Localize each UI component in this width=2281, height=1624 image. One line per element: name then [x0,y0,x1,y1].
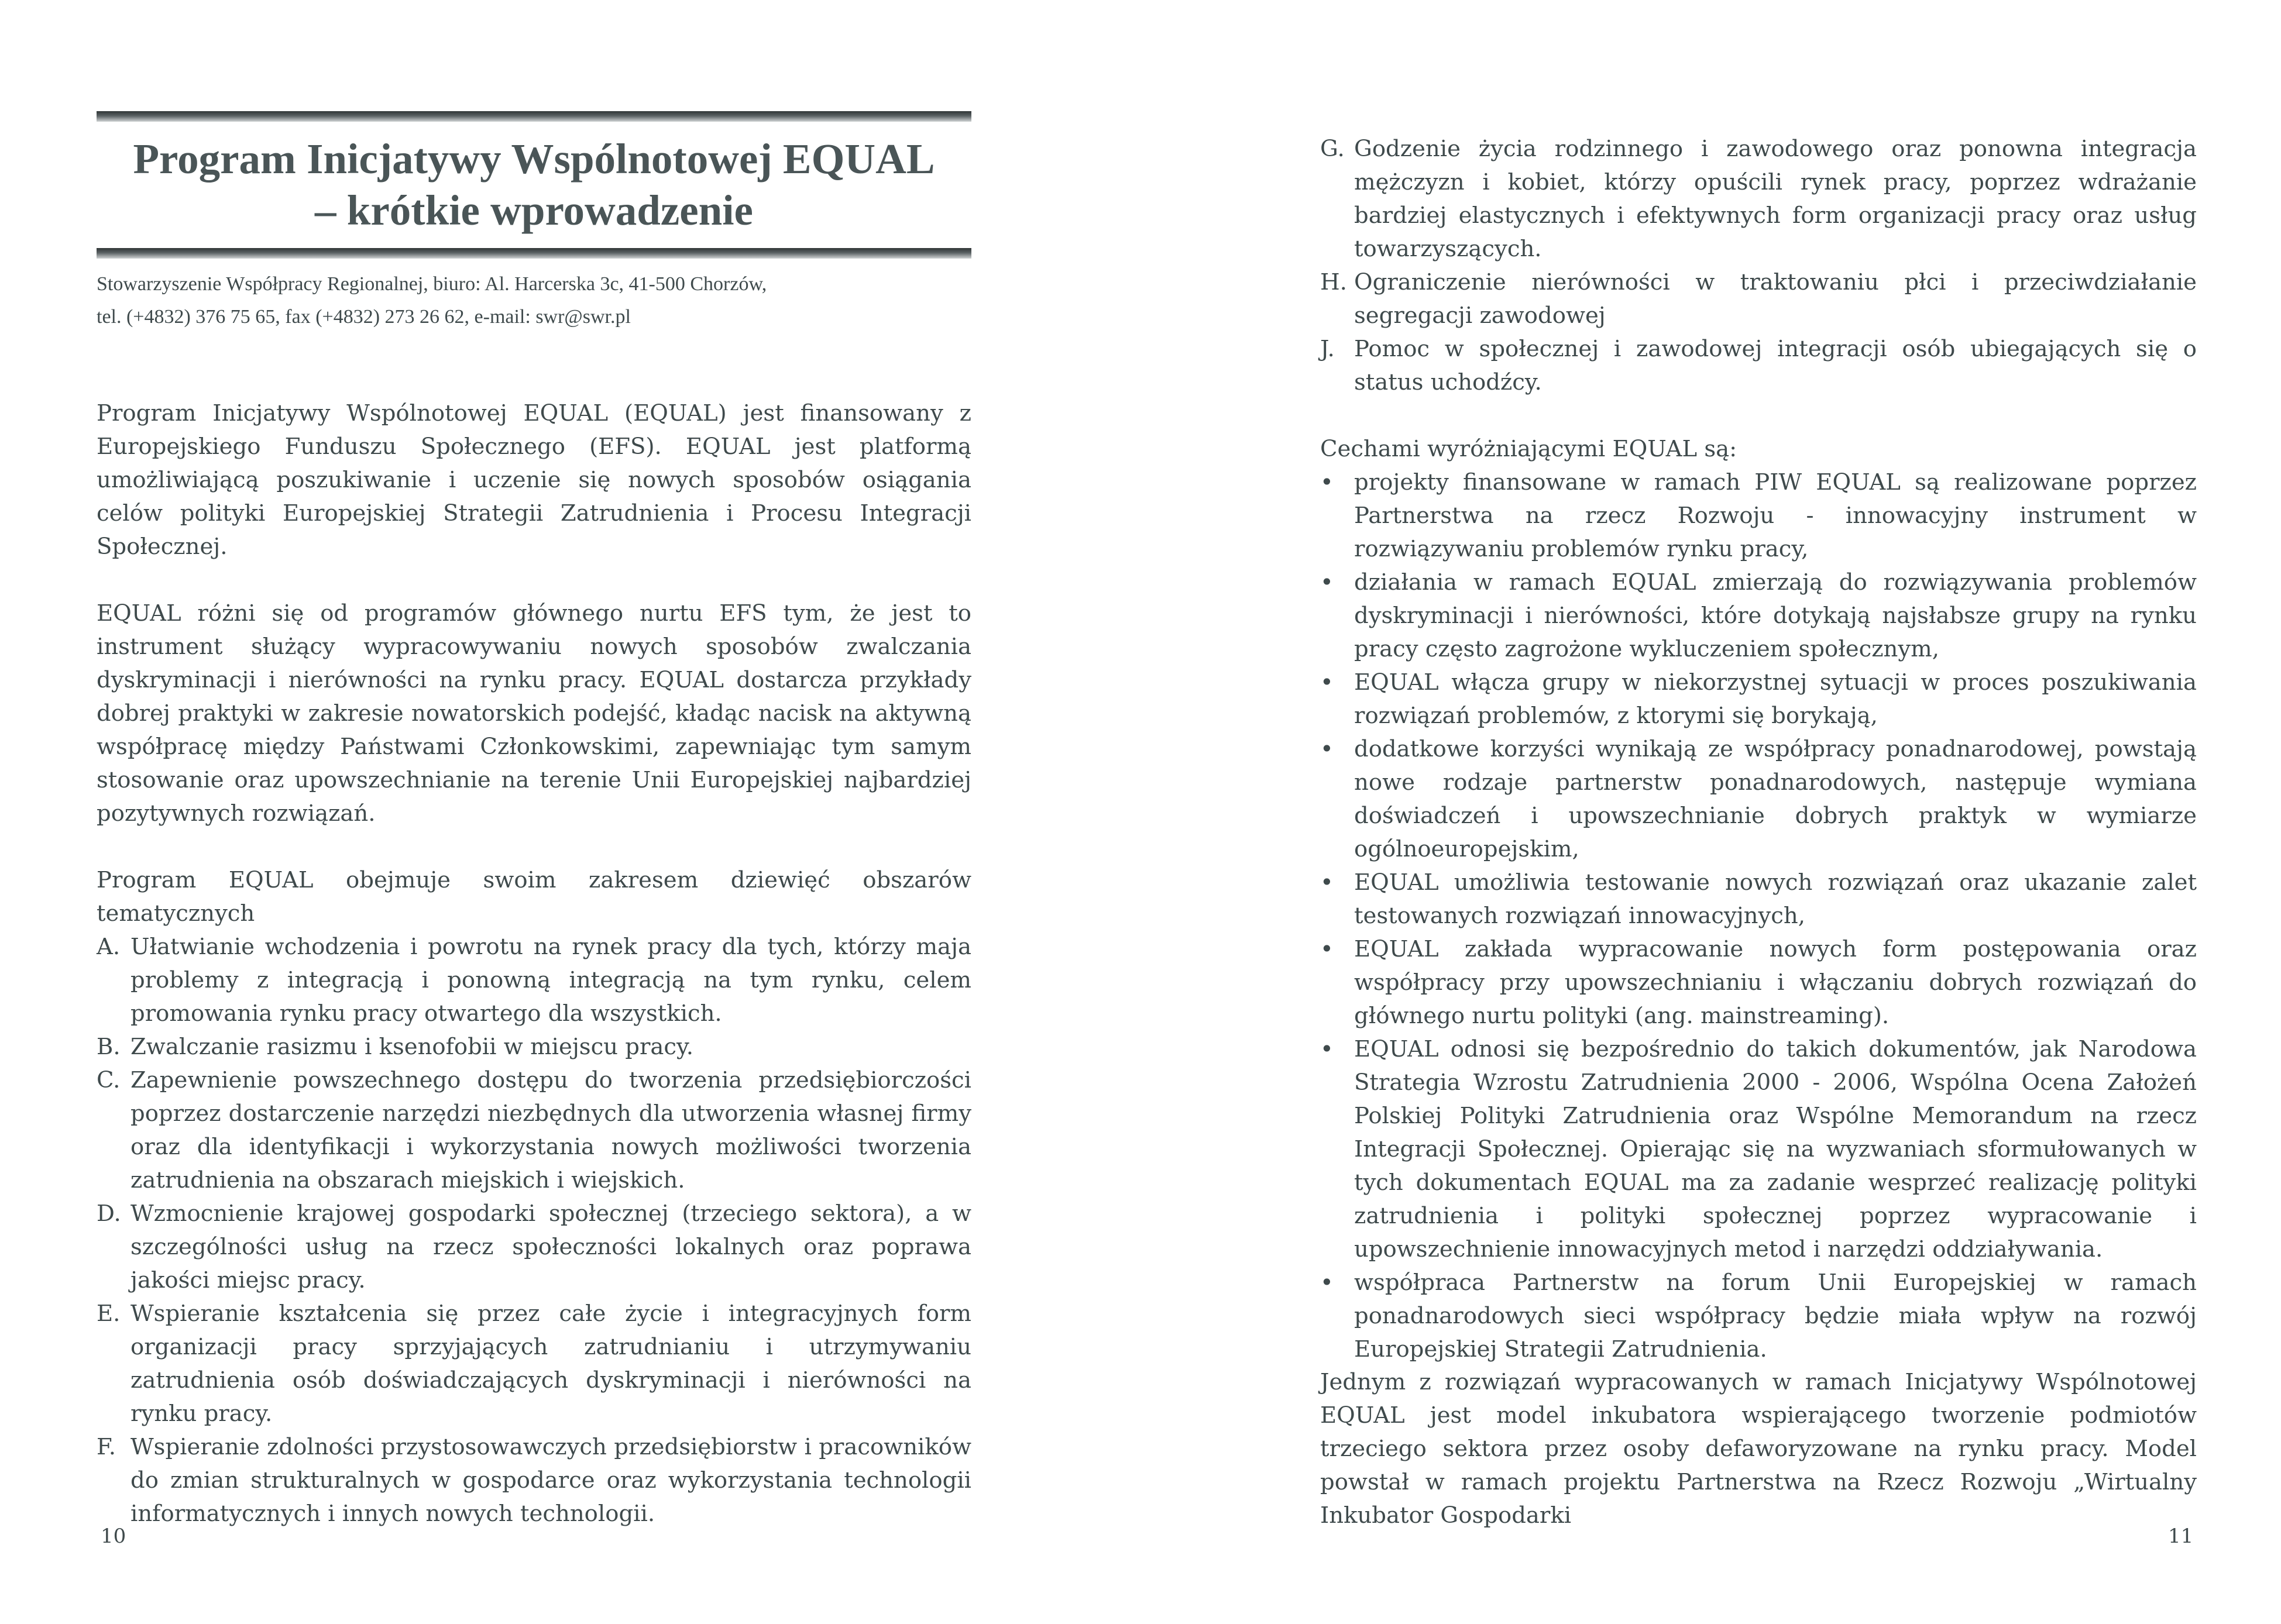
affiliation-line-2: tel. (+4832) 376 75 65, fax (+4832) 273 26 62, e-mail: swr@swr.pl [97,306,631,328]
list-marker: F. [97,1434,116,1460]
list-item-text: Godzenie życia rodzinnego i zawodowego oraz ponowna integracja mężczyzn i kobiet, którzy opuścili rynek pracy, poprzez wdrażanie bardziej elastycznych i efektywnych form organizacji pracy oraz usług towarzyszących. [1354,136,2197,262]
list-item [1320,566,2197,666]
paragraph-1-text: Program Inicjatywy Wspólnotowej EQUAL (EQUAL) jest finansowany z Europejskiego Funduszu Społecznego (EFS). EQUAL jest platformą umożliwiającą poszukiwanie i uczenie się nowych sposobów osiągania celów polityki Europejskiej Strategii Zatrudnienia i Procesu Integracji Społecznej. [97,400,971,560]
list-item-text: EQUAL odnosi się bezpośrednio do takich dokumentów, jak Narodowa Strategia Wzrostu Zatrudnienia 2000 - 2006, Wspólna Ocena Założeń Polskiej Polityki Zatrudnienia oraz Wspólne Memorandum na rzecz Integracji Społecznej. Opierając się na wyzwaniach sformułowanych w tych dokumentach EQUAL ma za zadanie wesprzeć realizację polityki zatrudnienia i polityki społecznej poprzez wypracowanie i upowszechnienie innowacyjnych metod i narzędzi oddziaływania. [1354,1036,2197,1262]
list-marker: J. [1320,336,1335,362]
list-item-text: Pomoc w społecznej i zawodowej integracji osób ubiegających się o status uchodźcy. [1354,336,2197,395]
closing-paragraph-text: Jednym z rozwiązań wypracowanych w ramach Inicjatywy Wspólnotowej EQUAL jest model inkubatora wspierającego tworzenie podmiotów trzeciego sektora przez osoby defaworyzowane na rynku pracy. Model powstał w ramach projektu Partnerstwa na Rzecz Rozwoju „Wirtualny Inkubator Gospodarki [1320,1369,2197,1529]
list-marker: E. [97,1300,121,1327]
list-item-text: współpraca Partnerstw na forum Unii Europejskiej w ramach ponadnarodowych sieci współpracy będzie miała wpływ na rozwój Europejskiej Strategii Zatrudnienia. [1354,1269,2197,1362]
list-item [1320,132,2197,266]
paragraph-2-text: EQUAL różni się od programów głównego nurtu EFS tym, że jest to instrument służący wypracowywaniu nowych sposobów zwalczania dyskryminacji i nierówności na rynku pracy. EQUAL dostarcza przykłady dobrej praktyki w zakresie nowatorskich podejść, kładąc nacisk na aktywną współpracę między Państwami Członkowskimi, zapewniając tym samym stosowanie oraz upowszechnianie na terenie Unii Europejskiej najbardziej pozytywnych rozwiązań. [97,600,971,827]
list-item-text: dodatkowe korzyści wynikają ze współpracy ponadnarodowej, powstają nowe rodzaje partnerstw ponadnarodowych, następuje wymiana doświadczeń i upowszechnianie dobrych praktyk w wymiarze ogólnoeuropejskim, [1354,736,2197,862]
left-page [0,0,1140,1624]
features-intro [1320,432,2197,466]
list-item [1320,933,2197,1033]
bullet-marker: • [1320,736,1334,762]
list-item-text: Wspieranie zdolności przystosowawczych przedsiębiorstw i pracowników do zmian strukturalnych w gospodarce oraz wykorzystania technologii informatycznych i innych nowych technologii. [130,1434,971,1527]
bullet-marker: • [1320,1036,1334,1062]
title-line-1: Program Inicjatywy Wspólnotowej EQUAL [133,135,935,183]
list-item-text: Wspieranie kształcenia się przez całe życie i integracyjnych form organizacji pracy sprzyjających zatrudnianiu i utrzymywaniu zatrudnienia osób doświadczających dyskryminacji i nierówności na rynku pracy. [130,1300,971,1427]
page-number: 10 [101,1525,126,1548]
bullet-marker: • [1320,569,1334,596]
list-item-text: Ograniczenie nierówności w traktowaniu płci i przeciwdziałanie segregacji zawodowej [1354,269,2197,329]
list-marker: C. [97,1067,121,1093]
paragraph-1 [97,397,971,563]
list-item-text: EQUAL zakłada wypracowanie nowych form postępowania oraz współpracy przy upowszechnianiu i włączaniu dobrych rozwiązań do głównego nurtu polityki (ang. mainstreaming). [1354,936,2197,1029]
list-item-text: EQUAL umożliwia testowanie nowych rozwiązań oraz ukazanie zalet testowanych rozwiązań innowacyjnych, [1354,869,2197,929]
bullet-marker: • [1320,936,1334,962]
list-item-text: Zwalczanie rasizmu i ksenofobii w miejscu pracy. [130,1034,693,1060]
affiliation-line-1: Stowarzyszenie Współpracy Regionalnej, biuro: Al. Harcerska 3c, 41-500 Chorzów, [97,273,767,295]
bullet-marker: • [1320,869,1334,896]
paragraph-3-text: Program EQUAL obejmuje swoim zakresem dziewięć obszarów tematycznych [97,867,971,927]
paragraph-2 [97,597,971,830]
list-item [97,1064,971,1197]
right-page [1140,0,2281,1624]
themes-list [97,930,971,1530]
list-marker: A. [97,934,121,960]
list-item [1320,266,2197,332]
article-title [97,133,971,236]
list-item-text: Zapewnienie powszechnego dostępu do tworzenia przedsiębiorczości poprzez dostarczenie narzędzi niezbędnych dla utworzenia własnej firmy oraz dla identyfikacji i wykorzystania nowych możliwości tworzenia zatrudnienia na obszarach miejskich i wiejskich. [130,1067,971,1193]
paragraph-3 [97,863,971,930]
list-item [1320,866,2197,933]
bullet-marker: • [1320,669,1334,696]
bullet-marker: • [1320,1269,1334,1296]
features-list [1320,466,2197,1366]
list-item-text: Ułatwianie wchodzenia i powrotu na rynek pracy dla tych, którzy maja problemy z integracją i ponowną integracją na tym rynku, celem promowania rynku pracy otwartego dla wszystkich. [130,934,971,1027]
list-item-text: działania w ramach EQUAL zmierzają do rozwiązywania problemów dyskryminacji i nierówności, które dotykają najsłabsze grupy na rynku pracy często zagrożone wykluczeniem społecznym, [1354,569,2197,662]
author-affiliation [97,268,971,333]
themes-list-continued [1320,132,2197,399]
list-item [1320,1266,2197,1366]
title-line-2: – krótkie wprowadzenie [315,187,753,234]
list-marker: B. [97,1034,121,1060]
features-intro-text: Cechami wyróżniającymi EQUAL są: [1320,436,1737,462]
list-item-text: EQUAL włącza grupy w niekorzystnej sytuacji w proces poszukiwania rozwiązań problemów, z ktorymi się borykają, [1354,669,2197,729]
list-marker: H. [1320,269,1347,295]
list-marker: D. [97,1200,121,1227]
title-rule-top [97,111,971,122]
list-item-text: projekty finansowane w ramach PIW EQUAL są realizowane poprzez Partnerstwa na rzecz Rozwoju - innowacyjny instrument w rozwiązywaniu problemów rynku pracy, [1354,469,2197,562]
page-number: 11 [2168,1525,2194,1548]
list-marker: G. [1320,136,1345,162]
list-item [1320,1033,2197,1266]
bullet-marker: • [1320,469,1334,496]
list-item [1320,332,2197,399]
list-item [97,1030,971,1064]
list-item [97,1430,971,1530]
list-item [1320,466,2197,566]
list-item [1320,732,2197,866]
list-item-text: Wzmocnienie krajowej gospodarki społecznej (trzeciego sektora), a w szczególności usług na rzecz społeczności lokalnych oraz poprawa jakości miejsc pracy. [130,1200,971,1293]
list-item [97,1197,971,1297]
list-item [97,1297,971,1430]
title-rule-bottom [97,248,971,259]
list-item [97,930,971,1030]
closing-paragraph [1320,1365,2197,1532]
list-item [1320,666,2197,732]
